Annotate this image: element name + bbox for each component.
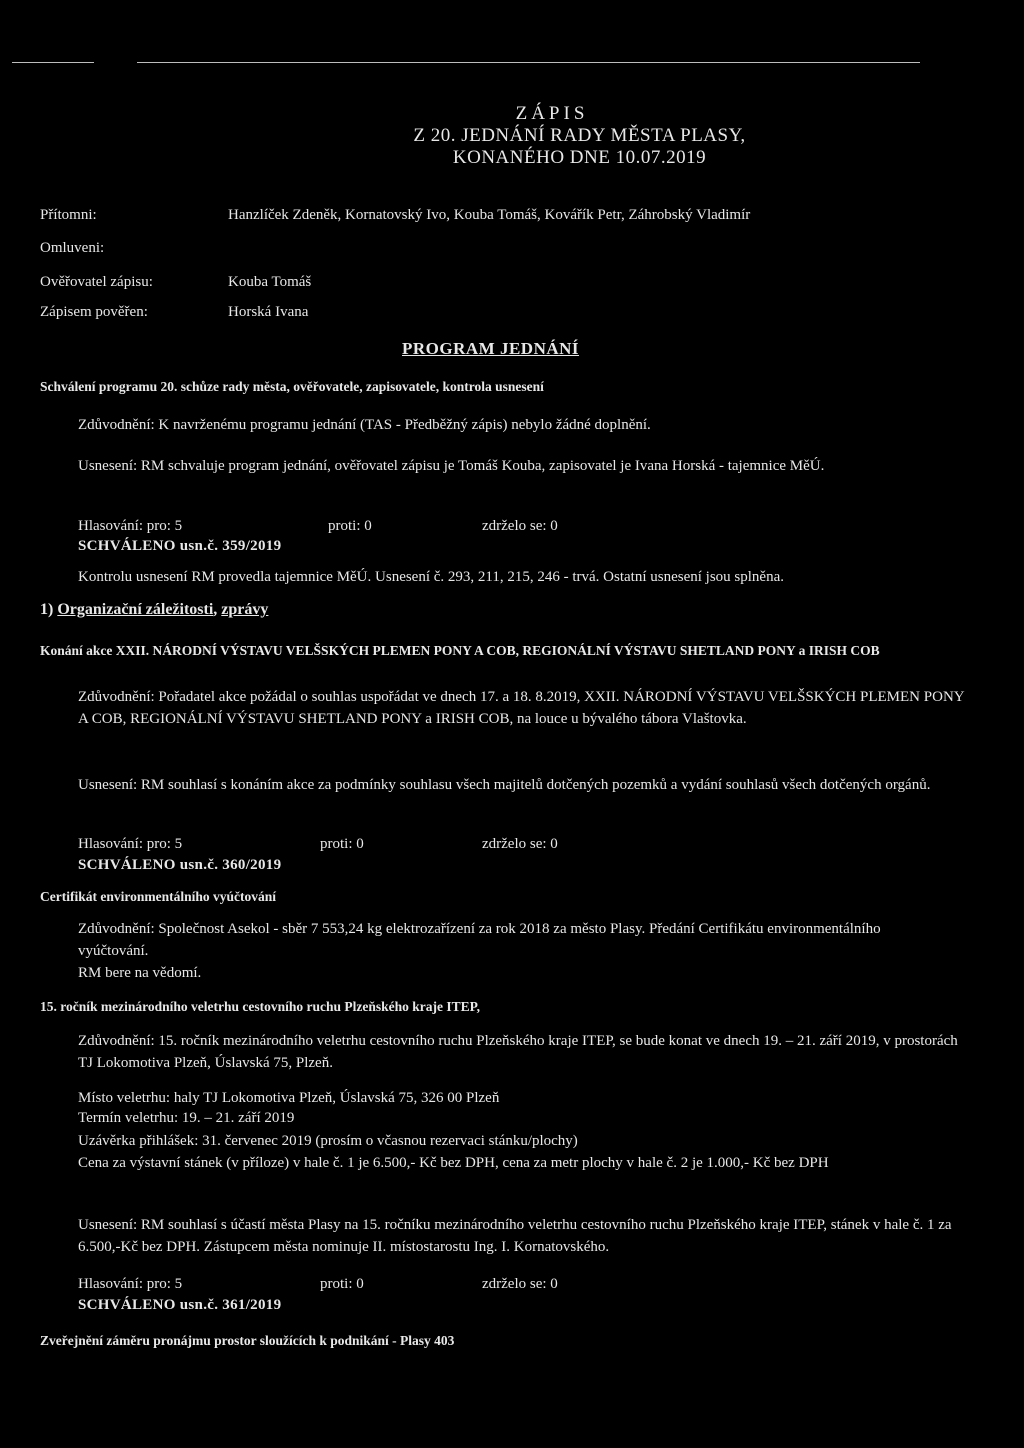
item1-approved: SCHVÁLENO usn.č. 359/2019 [78,538,282,554]
title-line-1: Z 20. JEDNÁNÍ RADY MĚSTA PLASY, [413,125,746,146]
vote-abstain: zdrželo se: 0 [482,836,558,852]
item2-reason: Zdůvodnění: Pořadatel akce požádal o souhlas uspořádat ve dnech 17. a 18. 8.2019, XXII. NÁRODNÍ VÝSTAVU VELŠSKÝCH PLEMEN PONY A COB, REGIONÁLNÍ VÝSTAVU SHETLAND PONY a IRISH COB, na louce u bývalého tábora Vlaštovka. [78,689,965,727]
section-number: 1) [40,601,54,618]
program-heading: PROGRAM JEDNÁNÍ [402,339,580,358]
section-title-part1: Organizační záležitosti [57,601,214,618]
item3-reason: Zdůvodnění: Společnost Asekol - sběr 7 553,24 kg elektrozařízení za rok 2018 za město Plasy. Předání Certifikátu environmentálního vyúčtování. [78,921,881,959]
document-title [0,103,1024,169]
vote-abstain: zdrželo se: 0 [482,518,558,534]
recorder-label: Zápisem pověřen: [40,304,148,320]
item2-resolution: Usnesení: RM souhlasí s konáním akce za podmínky souhlasu všech majitelů dotčených pozemků a vydání souhlasů všech dotčených orgánů. [78,777,931,793]
vote-abstain: zdrželo se: 0 [482,1276,558,1292]
item-heading-itep: 15. ročník mezinárodního veletrhu cestovního ruchu Plzeňského kraje ITEP, [40,999,481,1014]
vote-for: Hlasování: pro: 5 [78,836,183,852]
item4-resolution: Usnesení: RM souhlasí s účastí města Plasy na 15. ročníku mezinárodního veletrhu cestovního ruchu Plzeňského kraje ITEP, stánek v hale č. 1 za 6.500,-Kč bez DPH. Zástupcem města nominuje II. místostarostu Ing. I. Kornatovského. [78,1217,952,1255]
item4-reason: Zdůvodnění: 15. ročník mezinárodního veletrhu cestovního ruchu Plzeňského kraje ITEP, se bude konat ve dnech 19. – 21. září 2019, v prostorách TJ Lokomotiva Plzeň, Úslavská 75, Plzeň. [78,1033,958,1071]
vote-against: proti: 0 [320,836,364,852]
section-title-separator: , [213,601,218,618]
verifier-value: Kouba Tomáš [228,274,312,290]
item4-price: Cena za výstavní stánek (v příloze) v hale č. 1 je 6.500,- Kč bez DPH, cena za metr plochy v hale č. 2 je 1.000,- Kč bez DPH [78,1155,829,1171]
present-value: Hanzlíček Zdeněk, Kornatovský Ivo, Kouba Tomáš, Kovářík Petr, Záhrobský Vladimír [228,207,751,223]
item3-note: RM bere na vědomí. [78,965,202,981]
item-heading-certificate: Certifikát environmentálního vyúčtování [40,889,276,904]
item4-deadline: Uzávěrka přihlášek: 31. červenec 2019 (prosím o včasnou rezervaci stánku/plochy) [78,1133,578,1149]
item-heading-pony-show: Konání akce XXII. NÁRODNÍ VÝSTAVU VELŠSKÝCH PLEMEN PONY A COB, REGIONÁLNÍ VÝSTAVU SHETLAND PONY a IRISH COB [40,643,880,658]
item-heading-lease: Zveřejnění záměru pronájmu prostor sloužících k podnikání - Plasy 403 [40,1333,455,1348]
excused-label: Omluveni: [40,240,105,256]
item4-term: Termín veletrhu: 19. – 21. září 2019 [78,1110,295,1126]
vote-for: Hlasování: pro: 5 [78,1276,183,1292]
item1-reason: Zdůvodnění: K navrženému programu jednání (TAS - Předběžný zápis) nebylo žádné doplnění. [78,417,651,433]
vote-for: Hlasování: pro: 5 [78,518,183,534]
vote-against: proti: 0 [320,1276,364,1292]
title-zapis: ZÁPIS [515,103,589,124]
item-heading-program-approval: Schválení programu 20. schůze rady města, ověřovatele, zapisovatele, kontrola usnesení [40,379,544,394]
title-line-2: KONANÉHO DNE 10.07.2019 [452,147,707,168]
section-title-part2: zprávy [221,601,269,618]
item4-approved: SCHVÁLENO usn.č. 361/2019 [78,1297,282,1313]
item1-resolution: Usnesení: RM schvaluje program jednání, ověřovatel zápisu je Tomáš Kouba, zapisovatel je Ivana Horská - tajemnice MěÚ. [78,458,825,474]
header-rule-left [12,62,94,63]
section-title [40,601,268,619]
recorder-value: Horská Ivana [228,304,309,320]
item4-venue: Místo veletrhu: haly TJ Lokomotiva Plzeň, Úslavská 75, 326 00 Plzeň [78,1090,500,1106]
item2-approved: SCHVÁLENO usn.č. 360/2019 [78,857,282,873]
item1-control: Kontrolu usnesení RM provedla tajemnice MěÚ. Usnesení č. 293, 211, 215, 246 - trvá. Ostatní usnesení jsou splněna. [78,569,784,585]
vote-against: proti: 0 [328,518,372,534]
present-label: Přítomni: [40,207,97,223]
verifier-label: Ověřovatel zápisu: [40,274,153,290]
header-rule-right [137,62,920,63]
